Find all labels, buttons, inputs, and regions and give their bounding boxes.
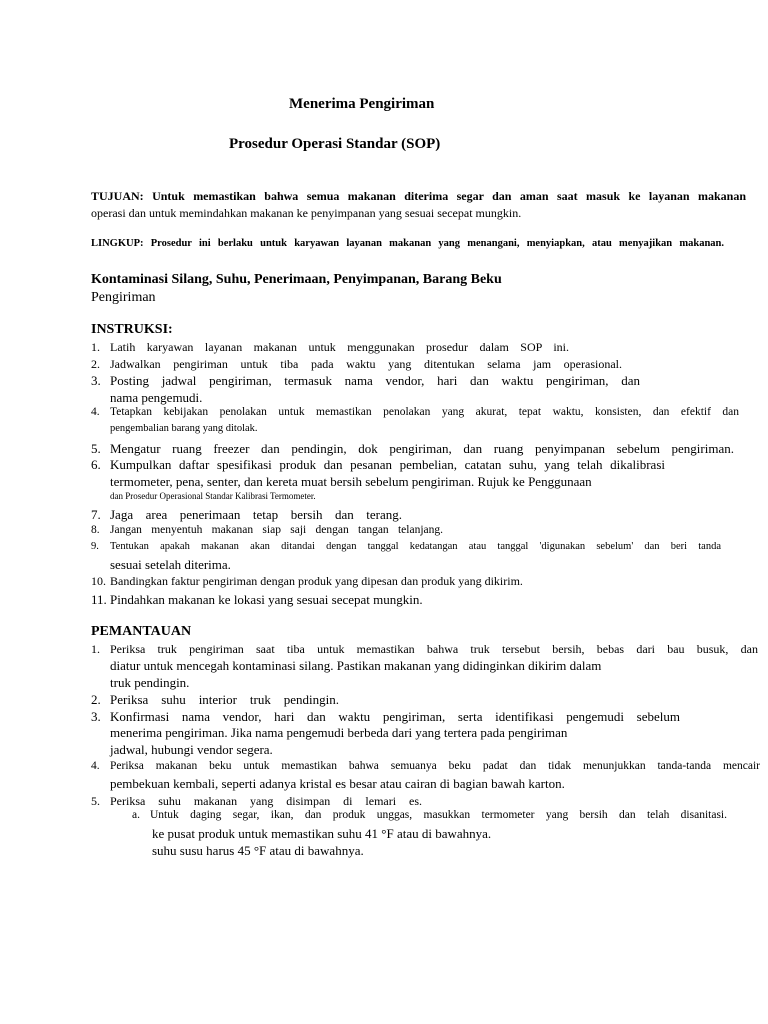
instruksi-num-3: 3. (91, 373, 101, 388)
pemantauan-item-3-line-2: menerima pengiriman. Jika nama pengemudi berbeda dari yang tertera pada pengiriman (110, 725, 568, 740)
document-title: Menerima Pengiriman (289, 96, 435, 112)
instruksi-num-10: 10. (91, 574, 106, 588)
instruksi-item-4-line-1: Tetapkan kebijakan penolakan untuk memastikan penolakan yang akurat, tepat waktu, konsisten, dan efektif dan (110, 406, 739, 418)
instruksi-num-9: 9. (91, 541, 99, 552)
pemantauan-sub-a-line-2: ke pusat produk untuk memastikan suhu 41 °F atau di bawahnya. (152, 826, 492, 841)
pemantauan-item-3-line-1: Konfirmasi nama vendor, hari dan waktu pengiriman, serta identifikasi pengemudi sebelum (110, 709, 680, 724)
instruksi-num-11: 11. (91, 592, 107, 607)
instruksi-item-11: Pindahkan makanan ke lokasi yang sesuai secepat mungkin. (110, 592, 423, 607)
tujuan-line-2: operasi dan untuk memindahkan makanan ke penyimpanan yang sesuai secepat mungkin. (91, 206, 522, 220)
pemantauan-num-2: 2. (91, 692, 101, 707)
instruksi-item-6-line-1: Kumpulkan daftar spesifikasi produk dan pesanan pembelian, catatan suhu, yang telah dikalibrasi (110, 457, 665, 472)
instruksi-item-3-line-2: nama pengemudi. (110, 390, 203, 405)
keywords-subheading: Pengiriman (91, 290, 156, 305)
pemantauan-item-1-line-2: diatur untuk mencegah kontaminasi silang. Pastikan makanan yang didinginkan dikirim dalam (110, 658, 602, 673)
pemantauan-item-2: Periksa suhu interior truk pendingin. (110, 692, 339, 707)
pemantauan-item-5: Periksa suhu makanan yang disimpan di lemari es. (110, 794, 422, 808)
instruksi-item-9-line-2: sesuai setelah diterima. (110, 557, 231, 572)
instruksi-item-7: Jaga area penerimaan tetap bersih dan terang. (110, 507, 402, 522)
pemantauan-item-3-line-3: jadwal, hubungi vendor segera. (110, 742, 273, 757)
tujuan-line-1: TUJUAN: Untuk memastikan bahwa semua makanan diterima segar dan aman saat masuk ke layanan makanan (91, 189, 746, 203)
pemantauan-num-4: 4. (91, 760, 100, 772)
pemantauan-num-1: 1. (91, 642, 100, 656)
instruksi-num-2: 2. (91, 357, 100, 371)
instruksi-num-1: 1. (91, 340, 100, 354)
pemantauan-item-1-line-1: Periksa truk pengiriman saat tiba untuk memastikan bahwa truk tersebut bersih, bebas dari bau busuk, dan (110, 642, 758, 656)
instruksi-num-8: 8. (91, 524, 100, 536)
instruksi-item-5: Mengatur ruang freezer dan pendingin, dok pengiriman, dan ruang penyimpanan sebelum pengiriman. (110, 441, 734, 456)
instruksi-item-9-line-1: Tentukan apakah makanan akan ditandai dengan tanggal kedatangan atau tanggal 'digunakan sebelum' dan beri tanda (110, 541, 721, 552)
instruksi-heading: INSTRUKSI: (91, 322, 173, 337)
pemantauan-sub-a-line-1: Untuk daging segar, ikan, dan produk unggas, masukkan termometer yang bersih dan telah disanitasi. (150, 809, 727, 821)
instruksi-item-8: Jangan menyentuh makanan siap saji dengan tangan telanjang. (110, 524, 443, 536)
pemantauan-num-5: 5. (91, 794, 100, 808)
instruksi-item-1: Latih karyawan layanan makanan untuk menggunakan prosedur dalam SOP ini. (110, 340, 569, 354)
pemantauan-sub-num-a: a. (132, 809, 140, 821)
instruksi-item-4-line-2: pengembalian barang yang ditolak. (110, 423, 258, 434)
pemantauan-sub-a-line-3: suhu susu harus 45 °F atau di bawahnya. (152, 843, 364, 858)
keywords-heading: Kontaminasi Silang, Suhu, Penerimaan, Penyimpanan, Barang Beku (91, 272, 502, 287)
pemantauan-item-4-line-1: Periksa makanan beku untuk memastikan bahwa semuanya beku padat dan tidak menunjukkan tanda-tanda mencair (110, 760, 760, 772)
instruksi-item-10: Bandingkan faktur pengiriman dengan produk yang dipesan dan produk yang dikirim. (110, 574, 523, 588)
lingkup-text: LINGKUP: Prosedur ini berlaku untuk karyawan layanan makanan yang menangani, menyiapkan, atau menyajikan makanan. (91, 238, 724, 249)
pemantauan-item-1-line-3: truk pendingin. (110, 675, 190, 690)
instruksi-num-6: 6. (91, 457, 101, 472)
pemantauan-num-3: 3. (91, 709, 101, 724)
instruksi-num-4: 4. (91, 406, 100, 418)
instruksi-num-7: 7. (91, 507, 101, 522)
instruksi-item-6-line-2: termometer, pena, senter, dan kereta muat bersih sebelum pengiriman. Rujuk ke Penggunaan (110, 474, 592, 489)
pemantauan-heading: PEMANTAUAN (91, 624, 192, 639)
instruksi-item-6-line-3: dan Prosedur Operasional Standar Kalibrasi Termometer. (110, 491, 316, 501)
instruksi-item-3-line-1: Posting jadwal pengiriman, termasuk nama vendor, hari dan waktu pengiriman, dan (110, 373, 640, 388)
instruksi-item-2: Jadwalkan pengiriman untuk tiba pada waktu yang ditentukan selama jam operasional. (110, 357, 622, 371)
instruksi-num-5: 5. (91, 441, 101, 456)
pemantauan-item-4-line-2: pembekuan kembali, seperti adanya kristal es besar atau cairan di bagian bawah karton. (110, 776, 565, 791)
document-subtitle: Prosedur Operasi Standar (SOP) (229, 136, 441, 152)
